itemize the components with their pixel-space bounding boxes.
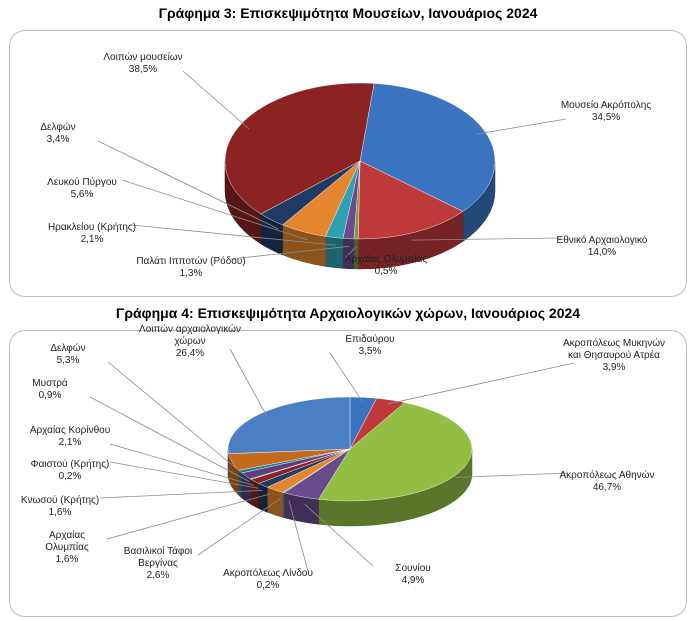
slice-name-7: Κνωσού (Κρήτης) <box>20 495 100 506</box>
pie-chart-museums <box>10 31 686 296</box>
slice-name-5: Βασιλικοί Τάφοι <box>123 546 193 557</box>
pie-slice-12 <box>228 397 350 454</box>
leader-line-10 <box>90 397 249 481</box>
slice-label-7 <box>21 494 99 518</box>
slice-name-12: Λοιπών αρχαιολογικών <box>139 324 241 335</box>
slice-label-8 <box>31 458 110 482</box>
slice-side-10 <box>239 470 242 498</box>
chart-panel-museums <box>9 30 687 297</box>
slice-label-1 <box>557 234 648 258</box>
slice-label-9 <box>30 424 110 448</box>
pie-chart-sites <box>10 324 686 616</box>
slice-name-11: Δελφών <box>50 343 86 354</box>
chart-title-museums: Γράφημα 3: Επισκεψιμότητα Μουσείων, Ιανουάριος 2024 <box>158 5 538 21</box>
slice-value-2: 0,5% <box>374 266 398 277</box>
slice-name-3: Παλάτι Ιπποτών (Ρόδου) <box>136 256 246 267</box>
slice-side-4 <box>325 236 342 268</box>
slice-label-0 <box>561 99 651 123</box>
slice-name-5: Βεργίνας <box>138 558 178 569</box>
slice-value-2: 46,7% <box>592 482 622 493</box>
slice-name-9: Αρχαίας Κορίνθου <box>29 425 111 436</box>
slice-name-7: Λοιπών μουσείων <box>103 52 183 63</box>
slice-value-8: 0,2% <box>58 471 82 482</box>
slice-name-2: Αρχαίας Ολυμπίας <box>344 254 428 265</box>
leader-line-0 <box>330 353 362 401</box>
slice-name-8: Φαιστού (Κρήτης) <box>30 459 110 470</box>
slice-name-6: Δελφών <box>40 122 76 133</box>
slice-value-12: 26,4% <box>175 348 205 359</box>
leader-line-5 <box>198 498 281 555</box>
chart-title-sites: Γράφημα 4: Επισκεψιμότητα Αρχαιολογικών χώρων, Ιανουάριος 2024 <box>115 305 581 321</box>
slice-value-5: 5,6% <box>70 189 94 200</box>
slice-value-11: 5,3% <box>56 355 80 366</box>
slice-value-9: 2,1% <box>58 437 82 448</box>
slice-value-5: 2,6% <box>146 570 170 581</box>
chart-panel-sites <box>9 324 687 617</box>
slice-label-2 <box>560 469 655 493</box>
slice-value-7: 38,5% <box>128 64 158 75</box>
slice-label-7 <box>103 51 182 75</box>
slice-label-4 <box>48 221 136 245</box>
slice-label-4 <box>223 567 313 591</box>
slice-name-2: Ακροπόλεως Αθηνών <box>559 470 655 481</box>
slice-label-12 <box>139 323 241 359</box>
slice-name-1: Εθνικό Αρχαιολογικό <box>556 235 648 246</box>
slice-name-1: Ακροπόλεως Μυκηνών <box>562 338 666 349</box>
slice-value-6: 1,6% <box>55 554 79 565</box>
leader-line-0 <box>475 119 566 134</box>
slice-label-6 <box>45 529 89 565</box>
leader-line-1 <box>388 363 574 404</box>
slice-name-1: και Θησαυρού Ατρέα <box>568 350 660 361</box>
leader-line-7 <box>183 71 249 129</box>
slice-name-12: χώρων <box>174 336 206 347</box>
slice-name-5: Λευκού Πύργου <box>47 177 117 188</box>
leader-line-6 <box>107 494 270 539</box>
slice-label-1 <box>563 337 665 373</box>
slice-value-1: 14,0% <box>587 247 617 258</box>
slice-label-0 <box>345 333 394 357</box>
slice-label-11 <box>50 342 85 366</box>
slice-value-0: 34,5% <box>591 112 621 123</box>
slice-side-7 <box>251 479 259 508</box>
slice-value-10: 0,9% <box>38 390 62 401</box>
slice-value-6: 3,4% <box>46 134 70 145</box>
slice-value-1: 3,9% <box>602 362 626 373</box>
slice-label-3 <box>395 562 430 586</box>
slice-label-5 <box>47 176 117 200</box>
slice-name-4: Ηρακλείου (Κρήτης) <box>47 222 137 233</box>
slice-value-0: 3,5% <box>358 346 382 357</box>
slice-label-5 <box>124 545 192 581</box>
slice-label-3 <box>136 255 245 279</box>
slice-value-7: 1,6% <box>48 507 72 518</box>
slice-name-4: Ακροπόλεως Λίνδου <box>223 568 313 579</box>
slice-value-3: 4,9% <box>401 575 425 586</box>
slice-side-6 <box>259 483 268 512</box>
slice-label-10 <box>32 377 68 401</box>
slice-name-0: Μουσείο Ακρόπολης <box>560 100 652 111</box>
slice-value-3: 1,3% <box>179 268 203 279</box>
slice-name-10: Μυστρά <box>32 378 68 389</box>
pie-tops <box>225 83 495 239</box>
leader-line-12 <box>230 349 267 417</box>
slice-name-3: Σουνίου <box>395 563 431 574</box>
slice-value-4: 0,2% <box>256 580 280 591</box>
slice-label-6 <box>40 121 75 145</box>
slice-value-4: 2,1% <box>80 234 104 245</box>
slice-name-6: Αρχαίας <box>49 530 85 541</box>
slice-name-6: Ολυμπίας <box>45 542 89 553</box>
slice-name-0: Επιδαύρου <box>345 334 395 345</box>
